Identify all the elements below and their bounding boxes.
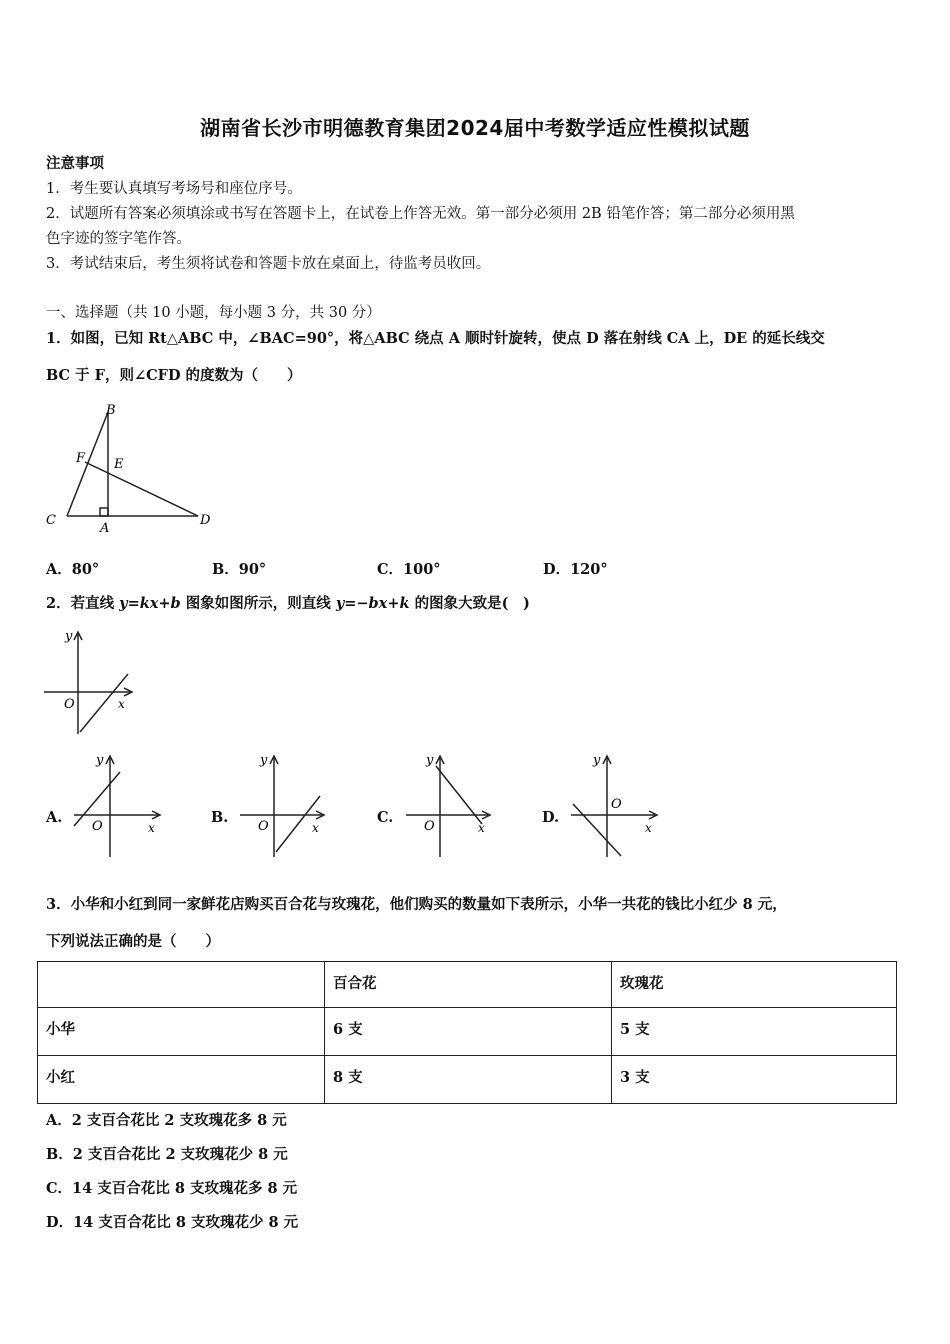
q1-label-b: B	[106, 403, 116, 418]
q2-b-origin: O	[258, 819, 269, 834]
q2-ref-x-label: x	[118, 697, 125, 711]
table-cell: 小华	[38, 1008, 325, 1056]
q2-reference-graph	[40, 626, 140, 738]
q1-option-a[interactable]: A．80°	[46, 561, 100, 578]
q2-stem	[46, 592, 530, 613]
q1-label-c: C	[46, 513, 56, 528]
q1-stem-line-1: 1．如图，已知 Rt△ABC 中，∠BAC=90°，将△ABC 绕点 A 顺时针旋转，使点 D 落在射线 CA 上，DE 的延长线交	[46, 330, 825, 347]
q1-label-d: D	[200, 513, 211, 528]
q2-a-origin: O	[92, 819, 103, 834]
q2-d-origin: O	[611, 797, 622, 812]
q2-option-c-graph[interactable]	[402, 750, 498, 860]
q1-label-f: F	[76, 451, 86, 466]
q2-option-b[interactable]: B.	[211, 809, 229, 826]
q2-ref-origin: O	[64, 697, 75, 712]
q2-number: 2．若直线	[46, 595, 120, 612]
q3-table	[37, 961, 897, 1104]
table-header-row	[38, 962, 897, 1008]
q1-option-d[interactable]: D．120°	[543, 561, 608, 578]
q2-option-a-graph[interactable]	[68, 750, 164, 860]
table-header-cell: 玫瑰花	[612, 962, 897, 1008]
table-row	[38, 1008, 897, 1056]
notice-item-3: 3．考试结束后，考生须将试卷和答题卡放在桌面上，待监考员收回。	[46, 256, 491, 272]
q2-b-y-label: y	[260, 753, 268, 768]
q2-option-b-graph[interactable]	[236, 750, 332, 860]
q2-d-x-label: x	[645, 821, 652, 835]
q2-a-y-label: y	[96, 753, 104, 768]
q2-equation-1: y=kx+b	[119, 595, 181, 612]
table-cell: 8 支	[325, 1056, 612, 1104]
q2-stem-middle: 图象如图所示，则直线	[180, 595, 336, 612]
q1-triangle-figure	[40, 398, 220, 538]
notice-item-2-line-1: 2．试题所有答案必须填涂或书写在答题卡上，在试卷上作答无效。第一部分必须用 2B 铅笔作答；第二部分必须用黑	[46, 206, 795, 222]
q2-c-y-label: y	[426, 753, 434, 768]
q2-c-origin: O	[424, 819, 435, 834]
notice-heading: 注意事项	[46, 155, 104, 172]
table-cell: 3 支	[612, 1056, 897, 1104]
q2-option-d-graph[interactable]	[567, 750, 663, 860]
q2-option-c[interactable]: C.	[377, 809, 394, 826]
q2-option-a[interactable]: A.	[46, 809, 63, 826]
q3-option-a[interactable]: A．2 支百合花比 2 支玫瑰花多 8 元	[46, 1112, 287, 1129]
table-header-cell: 百合花	[325, 962, 612, 1008]
table-cell: 6 支	[325, 1008, 612, 1056]
q2-d-y-label: y	[593, 753, 601, 768]
q1-label-a: A	[100, 521, 110, 536]
q3-option-b[interactable]: B．2 支百合花比 2 支玫瑰花少 8 元	[46, 1146, 288, 1163]
q1-stem-line-2: BC 于 F，则∠CFD 的度数为（ ）	[46, 367, 302, 384]
q2-ref-y-label: y	[65, 629, 73, 644]
q2-equation-2: y=−bx+k	[335, 595, 410, 612]
q3-option-d[interactable]: D．14 支百合花比 8 支玫瑰花少 8 元	[46, 1214, 299, 1231]
q3-option-c[interactable]: C．14 支百合花比 8 支玫瑰花多 8 元	[46, 1180, 298, 1197]
q3-stem-line-1: 3．小华和小红到同一家鲜花店购买百合花与玫瑰花，他们购买的数量如下表所示，小华一共花的钱比小红少 8 元，	[46, 896, 787, 913]
q2-c-x-label: x	[478, 821, 485, 835]
table-cell: 小红	[38, 1056, 325, 1104]
notice-item-1: 1．考生要认真填写考场号和座位序号。	[46, 181, 302, 197]
q2-b-x-label: x	[312, 821, 319, 835]
q1-option-c[interactable]: C．100°	[377, 561, 441, 578]
section-heading: 一、选择题（共 10 小题，每小题 3 分，共 30 分）	[46, 305, 381, 321]
q2-option-d[interactable]: D.	[542, 809, 560, 826]
notice-item-2-line-2: 色字迹的签字笔作答。	[46, 231, 191, 247]
table-header-cell	[38, 962, 325, 1008]
table-row	[38, 1056, 897, 1104]
table-cell: 5 支	[612, 1008, 897, 1056]
page-title: 湖南省长沙市明德教育集团2024届中考数学适应性模拟试题	[200, 116, 750, 140]
q3-stem-line-2: 下列说法正确的是（ ）	[46, 933, 220, 950]
q2-a-x-label: x	[148, 821, 155, 835]
q1-option-b[interactable]: B．90°	[212, 561, 267, 578]
q1-label-e: E	[114, 457, 124, 472]
q2-stem-end: 的图象大致是( )	[409, 595, 530, 612]
